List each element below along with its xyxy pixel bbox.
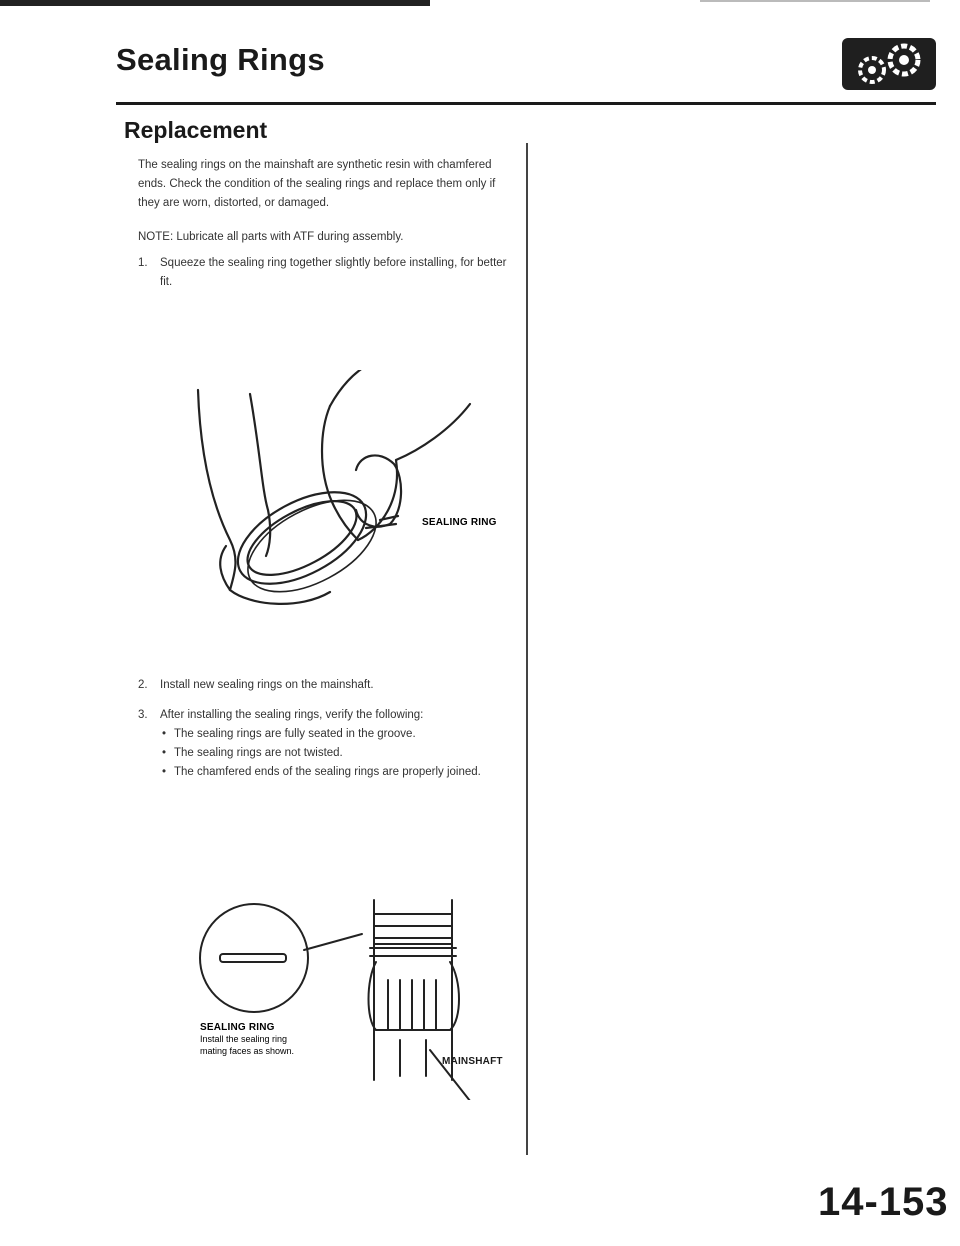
figure2-caption-line1: Install the sealing ring [200, 1034, 288, 1044]
intro-paragraph: The sealing rings on the mainshaft are synthetic resin with chamfered ends. Check the condition of the sealing rings and replace them only if they are worn, distorted, or damaged. [138, 159, 496, 209]
step-text: Squeeze the sealing ring together slightly before installing, for better fit. [160, 257, 507, 288]
list-item: • The sealing rings are not twisted. [160, 744, 514, 763]
sealing-ring-label-1: SEALING RING [422, 517, 497, 528]
top-edge-bar-faint [700, 0, 930, 2]
step-3 [138, 706, 514, 782]
sealing-ring-label-2: SEALING RING [200, 1022, 275, 1033]
list-item: • The sealing rings are fully seated in the groove. [160, 725, 514, 744]
gears-badge [842, 38, 936, 90]
figure-mainshaft-sealing-ring [190, 880, 530, 1100]
step-number: 1. [138, 257, 148, 269]
step-number: 3. [138, 709, 148, 721]
step-text: Install new sealing rings on the mainshaft. [160, 679, 374, 691]
verification-list [160, 725, 514, 782]
step-1 [138, 254, 514, 292]
list-item: • The chamfered ends of the sealing rings are properly joined. [160, 763, 514, 782]
mainshaft-label: MAINSHAFT [442, 1056, 503, 1067]
step-text: After installing the sealing rings, verify the following: [160, 709, 424, 721]
figure-squeeze-sealing-ring [190, 370, 520, 620]
figure2-caption-line2: mating faces as shown. [200, 1046, 295, 1056]
top-edge-bar [0, 0, 430, 6]
note-paragraph: NOTE: Lubricate all parts with ATF during assembly. [138, 231, 404, 243]
step-number: 2. [138, 679, 148, 691]
title-rule [116, 102, 936, 105]
step-2 [138, 676, 514, 695]
page-number: 14-153 [818, 1180, 949, 1224]
section-title: Replacement [124, 117, 268, 143]
gears-icon [842, 38, 936, 90]
page-title: Sealing Rings [116, 42, 325, 77]
